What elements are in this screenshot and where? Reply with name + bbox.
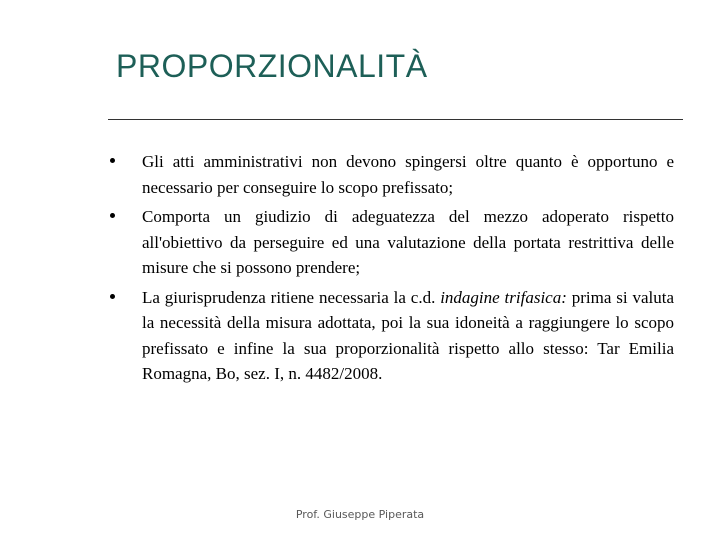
bullet-text-emphasis: indagine trifasica:	[440, 287, 567, 307]
bullet-text: Gli atti amministrativi non devono spingersi oltre quanto è opportuno e necessario per conseguire lo scopo prefissato;	[142, 152, 674, 197]
bullet-item	[110, 204, 674, 281]
bullet-dot-icon	[110, 158, 115, 163]
bullet-item	[110, 285, 674, 387]
bullet-text	[142, 285, 674, 387]
bullet-dot-icon	[110, 294, 115, 299]
bullet-list	[110, 149, 674, 391]
bullet-dot-icon	[110, 213, 115, 218]
footer-author: Prof. Giuseppe Piperata	[295, 508, 425, 521]
bullet-text-rest: prima si valuta la necessità della misura adottata, poi la sua idoneità a raggiungere lo scopo prefissato e infine la sua proporzionalità rispetto allo stesso: Tar Emilia Romagna, Bo, sez. I, n. 4482/2008.	[142, 287, 675, 383]
slide-title: PROPORZIONALITÀ	[116, 48, 428, 84]
bullet-item	[110, 149, 674, 200]
bullet-text: Comporta un giudizio di adeguatezza del mezzo adoperato rispetto all'obiettivo da perseguire ed una valutazione della portata restrittiva delle misure che si possono prendere;	[142, 207, 674, 277]
bullet-text-lead: La giurisprudenza ritiene necessaria la c.d.	[142, 287, 441, 307]
title-divider	[108, 119, 683, 120]
